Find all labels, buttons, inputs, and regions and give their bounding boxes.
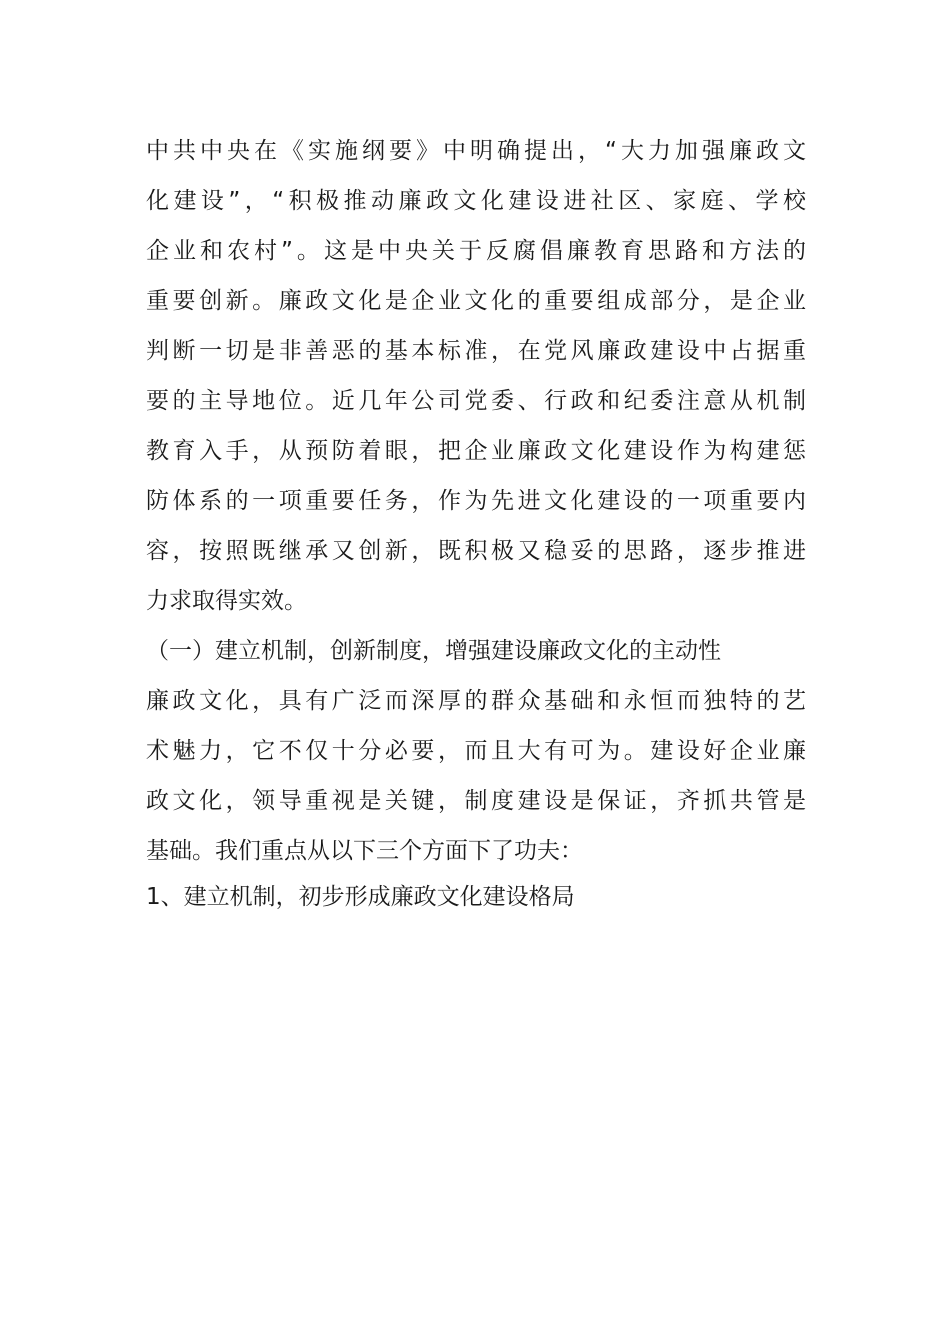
paragraph-line: 基础。我们重点从以下三个方面下了功夫： xyxy=(146,838,583,864)
section-heading-text: （一）建立机制，创新制度，增强建设廉政文化的主动性 xyxy=(146,638,721,664)
paragraph-line: 教育入手，从预防着眼，把企业廉政文化建设作为构建惩 xyxy=(146,438,806,464)
paragraph-line: 化建设”，“积极推动廉政文化建设进社区、家庭、学校 xyxy=(146,188,806,214)
paragraph-line: 要的主导地位。近几年公司党委、行政和纪委注意从机制 xyxy=(146,388,806,414)
section-paragraph xyxy=(146,676,806,876)
paragraph-line: 重要创新。廉政文化是企业文化的重要组成部分，是企业 xyxy=(146,288,806,314)
intro-paragraph xyxy=(146,126,806,626)
subsection-heading-text: 1、建立机制，初步形成廉政文化建设格局 xyxy=(146,884,575,910)
paragraph-line: 廉政文化，具有广泛而深厚的群众基础和永恒而独特的艺 xyxy=(146,688,806,714)
paragraph-line: 政文化，领导重视是关键，制度建设是保证，齐抓共管是 xyxy=(146,788,806,814)
paragraph-line: 企业和农村”。这是中央关于反腐倡廉教育思路和方法的 xyxy=(146,238,806,264)
section-heading xyxy=(146,626,806,676)
paragraph-line: 防体系的一项重要任务，作为先进文化建设的一项重要内 xyxy=(146,488,806,514)
paragraph-line: 中共中央在《实施纲要》中明确提出，“大力加强廉政文 xyxy=(146,138,806,164)
paragraph-line: 容，按照既继承又创新，既积极又稳妥的思路，逐步推进 xyxy=(146,538,806,564)
paragraph-line: 术魅力，它不仅十分必要，而且大有可为。建设好企业廉 xyxy=(146,738,806,764)
subsection-heading xyxy=(146,872,806,922)
paragraph-line: 判断一切是非善恶的基本标准，在党风廉政建设中占据重 xyxy=(146,338,806,364)
paragraph-line: 力求取得实效。 xyxy=(146,588,307,614)
